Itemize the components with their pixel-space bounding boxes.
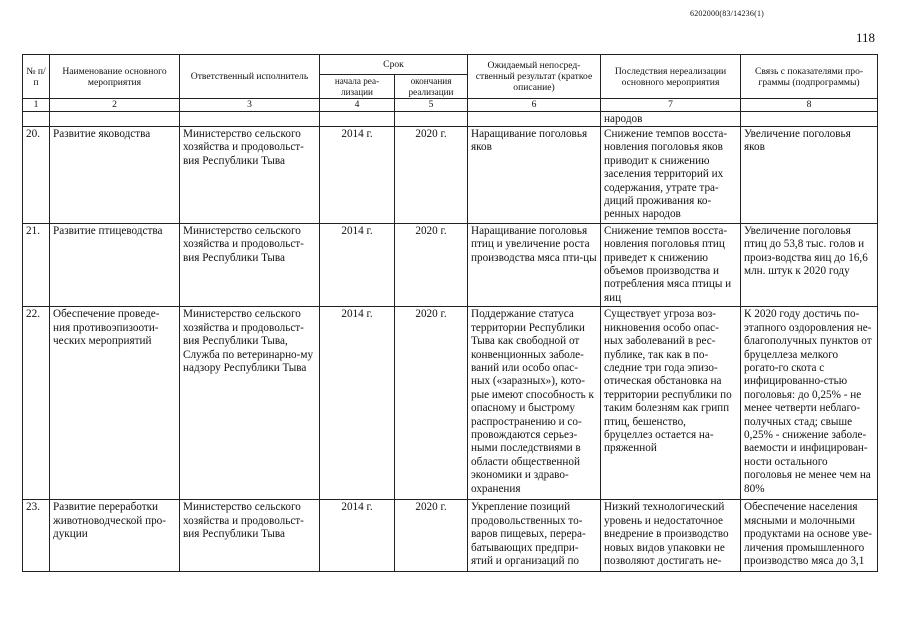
- row-expected-result: Укрепление позиций продовольственных то-варов пищевых, перера-батывающих предпри-ятий и организаций по: [468, 500, 601, 572]
- row-expected-result: Наращивание поголовья яков: [468, 127, 601, 224]
- table-row: [23, 307, 878, 500]
- row-measure-name: Развитие яководства: [50, 127, 180, 224]
- row-executor: Министерство сельского хозяйства и продовольст-вия Республики Тыва, Служба по ветеринарно-му надзору Республики Тыва: [180, 307, 320, 500]
- table-row: [23, 223, 878, 306]
- column-number: 5: [395, 99, 468, 112]
- header-name: Наименование основного мероприятия: [50, 55, 180, 99]
- column-number: 1: [23, 99, 50, 112]
- continuation-row: [23, 112, 878, 127]
- table-row: [23, 500, 878, 572]
- column-number-row: [23, 99, 878, 112]
- measures-table: [22, 54, 878, 572]
- row-consequences: Низкий технологический уровень и недостаточное внедрение в производство новых видов упаковки не позволяют достигать не-: [601, 500, 741, 572]
- header-term: Срок: [320, 55, 468, 75]
- row-executor: Министерство сельского хозяйства и продовольст-вия Республики Тыва: [180, 223, 320, 306]
- column-number: 7: [601, 99, 741, 112]
- row-start-year: 2014 г.: [320, 307, 395, 500]
- header-term-start: начала реа-лизации: [320, 75, 395, 99]
- column-number: 3: [180, 99, 320, 112]
- row-indicator-link: Увеличение поголовья яков: [741, 127, 878, 224]
- row-expected-result: Поддержание статуса территории Республики Тыва как свободной от конвенционных заболе-ваний или особо опас-ных («заразных»), кото-рые имеют способность к опасному и быстрому распространению и со-провождаются серьез-ными последствиями в области общественной экономики и здраво-охранения: [468, 307, 601, 500]
- row-consequences: Снижение темпов восста-новления поголовья яков приводит к снижению заселения территорий их содержания, утрате тра-диций проживания ко-ренных народов: [601, 127, 741, 224]
- row-consequences: Существует угроза воз-никновения особо опас-ных заболеваний в рес-публике, так как в по-следние три года эпизо-отическая обстановка на территории республики по таким болезням как грипп птиц, бешенство, бруцеллез остается на-пряженной: [601, 307, 741, 500]
- row-measure-name: Обеспечение проведе-ния противоэпизооти-ческих мероприятий: [50, 307, 180, 500]
- row-start-year: 2014 г.: [320, 127, 395, 224]
- row-end-year: 2020 г.: [395, 500, 468, 572]
- header-executor: Ответственный исполнитель: [180, 55, 320, 99]
- header-term-end: окончания реализации: [395, 75, 468, 99]
- row-measure-name: Развитие переработки животноводческой про-дукции: [50, 500, 180, 572]
- header-num: № п/п: [23, 55, 50, 99]
- row-consequences: Снижение темпов восста-новления поголовья птиц приведет к снижению объемов производства и потребления мяса птицы и яиц: [601, 223, 741, 306]
- row-end-year: 2020 г.: [395, 223, 468, 306]
- row-measure-name: Развитие птицеводства: [50, 223, 180, 306]
- row-indicator-link: Обеспечение населения мясными и молочными продуктами на основе уве-личения промышленного производство мяса до 3,1: [741, 500, 878, 572]
- row-expected-result: Наращивание поголовья птиц и увеличение роста производства мяса пти-цы: [468, 223, 601, 306]
- row-number: 20.: [23, 127, 50, 224]
- row-indicator-link: К 2020 году достичь по-этапного оздоровления не-благополучных пунктов от бруцеллеза мелкого рогато-го скота с инфицированно-стью поголовья: до 0,25% - не менее четверти неблаго-получных стад; свыше 0,25% - снижение заболе-ваемости и инфицирован-ности остального поголовья не менее чем на 80%: [741, 307, 878, 500]
- continuation-text: народов: [601, 112, 741, 127]
- row-executor: Министерство сельского хозяйства и продовольст-вия Республики Тыва: [180, 127, 320, 224]
- header-link: Связь с показателями про-граммы (подпрограммы): [741, 55, 878, 99]
- row-end-year: 2020 г.: [395, 127, 468, 224]
- column-number: 6: [468, 99, 601, 112]
- row-number: 21.: [23, 223, 50, 306]
- row-number: 22.: [23, 307, 50, 500]
- page-number: 118: [856, 30, 876, 45]
- row-end-year: 2020 г.: [395, 307, 468, 500]
- column-number: 2: [50, 99, 180, 112]
- row-start-year: 2014 г.: [320, 223, 395, 306]
- row-start-year: 2014 г.: [320, 500, 395, 572]
- row-number: 23.: [23, 500, 50, 572]
- document-id: 6202000(83/14236(1): [690, 9, 765, 18]
- header-expected: Ожидаемый непосред-ственный результат (краткое описание): [468, 55, 601, 99]
- row-indicator-link: Увеличение поголовья птиц до 53,8 тыс. голов и произ-водства яиц до 16,6 млн. штук к 2020 году: [741, 223, 878, 306]
- table-row: [23, 127, 878, 224]
- row-executor: Министерство сельского хозяйства и продовольст-вия Республики Тыва: [180, 500, 320, 572]
- column-number: 4: [320, 99, 395, 112]
- column-number: 8: [741, 99, 878, 112]
- header-consequences: Последствия нереализации основного мероприятия: [601, 55, 741, 99]
